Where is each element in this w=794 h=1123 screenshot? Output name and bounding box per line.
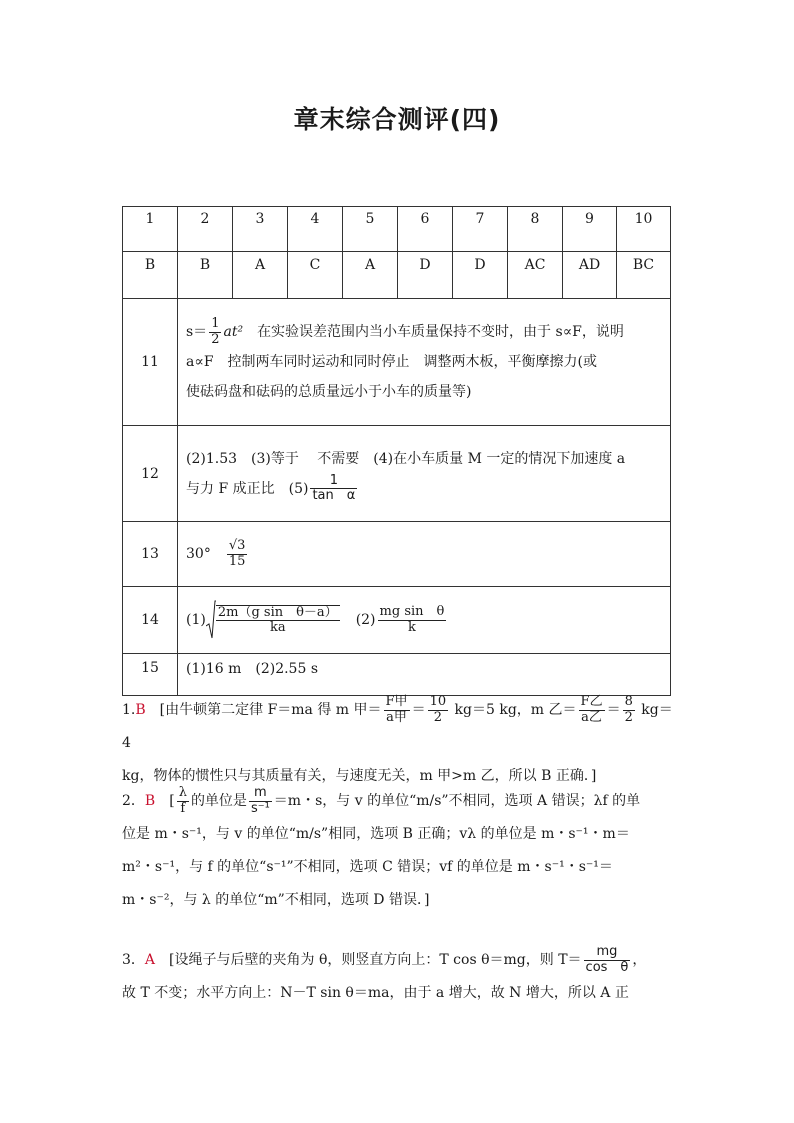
table-header-row [123, 207, 671, 252]
expl-number: 1. [122, 702, 136, 718]
q12-text1: (2)1.53 (3)等于 不需要 (4)在小车质量 M 一定的情况下加速度 a [186, 450, 626, 467]
header-cell: 10 [617, 207, 671, 252]
table-row-q12 [123, 426, 671, 522]
table-row-q11 [123, 299, 671, 426]
answer-cell: A [343, 252, 398, 299]
header-cell: 8 [508, 207, 563, 252]
answer-cell: A [233, 252, 288, 299]
expl-text: m²・s⁻¹，与 f 的单位“s⁻¹”不相同，选项 C 错误；vf 的单位是 m・s⁻¹・s⁻¹＝ [122, 859, 613, 875]
q11-text1: 在实验误差范围内当小车质量保持不变时，由于 s∝F，说明 [257, 324, 624, 340]
explanation-2: 2．B [ $\frac{\lambda}{f}$ 的单位是 $\frac{m}{\text{s⁻¹}}$ ＝m・s，与 v 的单位“m/s”不相同，选项 A 错误；λf 的单 位是 m・s⁻¹，与 v 的单位“m/s”相同，选项 B 正确；vλ 的单位是 m・s⁻¹・m＝ m²・s⁻¹，与 f 的单位“s⁻¹”不相同，选项 C 错误；vf 的单位是 m・s⁻¹・s⁻¹＝ m・s⁻²，与 λ 的单位“m”不相同，选项 D 错误．] [122, 785, 641, 908]
expl-text: 故 T 不变；水平方向上：N－T sin θ＝ma，由于 a 增大，故 N 增大，所以 A 正 [122, 985, 629, 1001]
answer-cell: C [288, 252, 343, 299]
expl-answer: B [135, 702, 146, 718]
header-cell: 3 [233, 207, 288, 252]
question-number: 13 [123, 522, 178, 587]
q14-answer [178, 587, 671, 654]
q11-text2: a∝F 控制两车同时运动和同时停止 调整两木板，平衡摩擦力(或 [186, 354, 597, 370]
table-answer-row [123, 252, 671, 299]
answer-cell: D [453, 252, 508, 299]
expl-text: kg，物体的惯性只与其质量有关，与速度无关，m 甲>m 乙，所以 B 正确．] [122, 768, 597, 784]
question-number: 11 [123, 299, 178, 426]
header-cell: 6 [398, 207, 453, 252]
expl-text: [由牛顿第二定律 F＝ma 得 m 甲＝ [159, 702, 382, 718]
question-number: 14 [123, 587, 178, 654]
expl-text: 位是 m・s⁻¹，与 v 的单位“m/s”相同，选项 B 正确；vλ 的单位是 m・s⁻¹・m＝ [122, 826, 630, 842]
answer-table [122, 206, 671, 696]
q11-fraction: $\frac{1}{2}$ [211, 316, 220, 347]
header-cell: 4 [288, 207, 343, 252]
question-number: 12 [123, 426, 178, 522]
q13-text: 30° [186, 546, 211, 562]
q12-text2: 与力 F 成正比 (5) [186, 480, 309, 497]
explanation-1: 1.B [由牛顿第二定律 F＝ma 得 m 甲＝ $\frac{\text{F甲}}{\text{a甲}}$ ＝ $\frac{10}{2}$ kg＝5 kg，m 乙＝ $\frac{\text{F乙}}{\text{a乙}}$ ＝ $\frac{8}{2}$ kg＝4 kg，物体的惯性只与其质量有关，与速度无关，m 甲>m 乙，所以 B 正确．] [122, 694, 673, 784]
expl-number: 3． [122, 952, 145, 968]
q11-text3: 使砝码盘和砝码的总质量远小于小车的质量等) [186, 384, 472, 400]
q13-fraction: $\frac{√3}{15}$ [228, 538, 246, 569]
q11-answer [178, 299, 671, 426]
page-title: 章末综合测评(四) [293, 105, 501, 134]
answer-cell: BC [617, 252, 671, 299]
answer-cell: AC [508, 252, 563, 299]
q11-at2: at² [223, 324, 244, 340]
answer-cell: B [123, 252, 178, 299]
header-cell: 7 [453, 207, 508, 252]
answer-cell: B [178, 252, 233, 299]
expl-text: m・s⁻²，与 λ 的单位“m”不相同，选项 D 错误．] [122, 892, 430, 908]
header-cell: 2 [178, 207, 233, 252]
q14-part1-label: (1) [186, 612, 206, 628]
expl-answer: A [144, 952, 156, 968]
answer-cell: D [398, 252, 453, 299]
explanation-3: 3．A [设绳子与后壁的夹角为 θ，则竖直方向上：T cos θ＝mg，则 T＝ $\frac{mg}{\text{cos θ}}$ ， 故 T 不变；水平方向上：N－T sin θ＝ma，由于 a 增大，故 N 增大，所以 A 正 [122, 944, 647, 1001]
question-number: 15 [123, 654, 178, 696]
q12-answer [178, 426, 671, 522]
table-row-q15 [123, 654, 671, 696]
q14-fraction: $\frac{\text{mg sin θ}}{k}$ [379, 604, 445, 635]
q14-sqrt: $\frac{\text{2m（g sin θ－a）}}{ka}$ [206, 600, 342, 640]
expl-answer: B [144, 793, 156, 809]
q13-answer [178, 522, 671, 587]
header-cell: 1 [123, 207, 178, 252]
q12-fraction: $\frac{1}{\text{tan α}}$ [312, 472, 356, 503]
q11-s-eq: s＝ [186, 324, 208, 340]
header-cell: 5 [343, 207, 398, 252]
table-row-q14 [123, 587, 671, 654]
sqrt-sign-icon [206, 600, 216, 640]
header-cell: 9 [563, 207, 617, 252]
answer-cell: AD [563, 252, 617, 299]
q15-answer: (1)16 m (2)2.55 s [178, 654, 671, 696]
q14-part2-label: (2) [355, 612, 376, 628]
expl-number: 2． [122, 793, 145, 809]
table-row-q13 [123, 522, 671, 587]
